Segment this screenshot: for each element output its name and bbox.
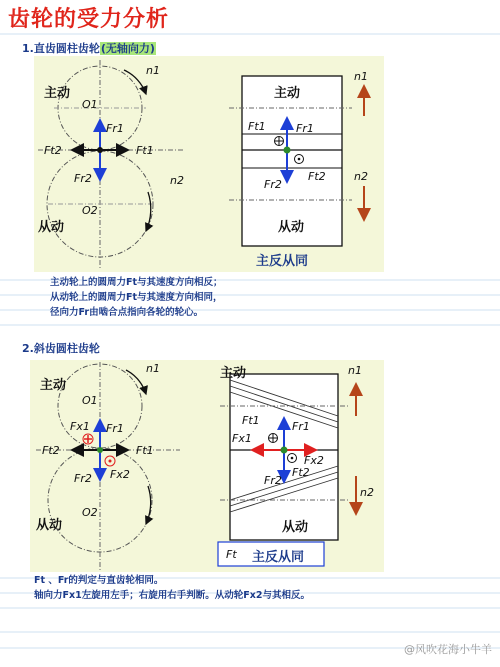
s2r-ft1-label: Ft1	[242, 414, 260, 427]
s1-ft1-label: Ft1	[136, 144, 154, 157]
s2-o1-label: O1	[82, 394, 98, 407]
s1-note-1: 主动轮上的圆周力Ft与其速度方向相反；	[50, 277, 223, 288]
s2-ft1-label: Ft1	[136, 444, 154, 457]
s1-fr1-label: Fr1	[106, 122, 124, 135]
page-title: 齿轮的受力分析	[8, 6, 170, 32]
section1-panel	[34, 56, 384, 272]
section1-heading	[22, 40, 156, 56]
s2-fr2-label: Fr2	[74, 472, 92, 485]
s2-o2-label: O2	[82, 506, 98, 519]
section1-heading-text: 1.直齿圆柱齿轮	[22, 42, 100, 55]
s1r-driver-label: 主动	[274, 86, 301, 101]
s1r-fr1-label: Fr1	[296, 122, 314, 135]
s2r-driven-label: 从动	[282, 520, 309, 535]
s1r-ft2-label: Ft2	[308, 170, 326, 183]
s2-fr1-label: Fr1	[106, 422, 124, 435]
s1r-driven-label: 从动	[278, 220, 305, 235]
s1-caption: 主反从同	[256, 254, 309, 269]
section2-heading: 2.斜齿圆柱齿轮	[22, 342, 100, 355]
watermark: @风吹花海小牛羊	[404, 643, 492, 656]
s1r-ft1-label: Ft1	[248, 120, 266, 133]
s2r-n1-label: n1	[348, 364, 362, 377]
s1-o1-label: O1	[82, 98, 98, 111]
s2r-driver-label: 主动	[220, 366, 247, 381]
s2r-fx2-label: Fx2	[304, 454, 324, 467]
s2-n1-label: n1	[146, 362, 160, 375]
s2-note-1: Ft 、Fr的判定与直齿轮相同。	[34, 575, 164, 586]
s1-driver-label: 主动	[44, 86, 71, 101]
s2r-fr2-label: Fr2	[264, 474, 282, 487]
s1-note-2: 从动轮上的圆周力Ft与其速度方向相同，	[50, 292, 223, 303]
s1-ft2-label: Ft2	[44, 144, 62, 157]
s2-caption-prefix: Ft	[226, 548, 237, 561]
section1-diagram	[34, 56, 384, 272]
s1-n2-label: n2	[170, 174, 184, 187]
s1-n1-label: n1	[146, 64, 160, 77]
s1r-n1-label: n1	[354, 70, 368, 83]
rotation-arrow-n1	[124, 70, 146, 94]
s1r-n2-label: n2	[354, 170, 368, 183]
s2-driver-label: 主动	[40, 378, 67, 393]
s2r-fr1-label: Fr1	[292, 420, 310, 433]
s2r-fx1-label: Fx1	[232, 432, 252, 445]
s2-note-2: 轴向力Fx1左旋用左手；右旋用右手判断。从动轮Fx2与其相反。	[34, 590, 310, 601]
rotation-arrow-n2	[146, 192, 151, 231]
section2-panel	[30, 360, 384, 572]
s2-driven-label: 从动	[36, 518, 63, 533]
s2r-ft2-label: Ft2	[292, 466, 310, 479]
s2r-n2-label: n2	[360, 486, 374, 499]
s2-caption: 主反从同	[252, 550, 305, 565]
section2-diagram	[30, 360, 384, 572]
s2-fx1-label: Fx1	[70, 420, 90, 433]
s1-fr2-label: Fr2	[74, 172, 92, 185]
s2-fx2-label: Fx2	[110, 468, 130, 481]
s1r-fr2-label: Fr2	[264, 178, 282, 191]
s2-ft2-label: Ft2	[42, 444, 60, 457]
section1-heading-highlight: (无轴向力)	[100, 42, 155, 55]
section2-notes	[34, 573, 310, 603]
section1-notes	[50, 275, 223, 320]
s1-driven-label: 从动	[38, 220, 65, 235]
s1-o2-label: O2	[82, 204, 98, 217]
s1-note-3: 径向力Fr由啮合点指向各轮的轮心。	[50, 307, 204, 318]
